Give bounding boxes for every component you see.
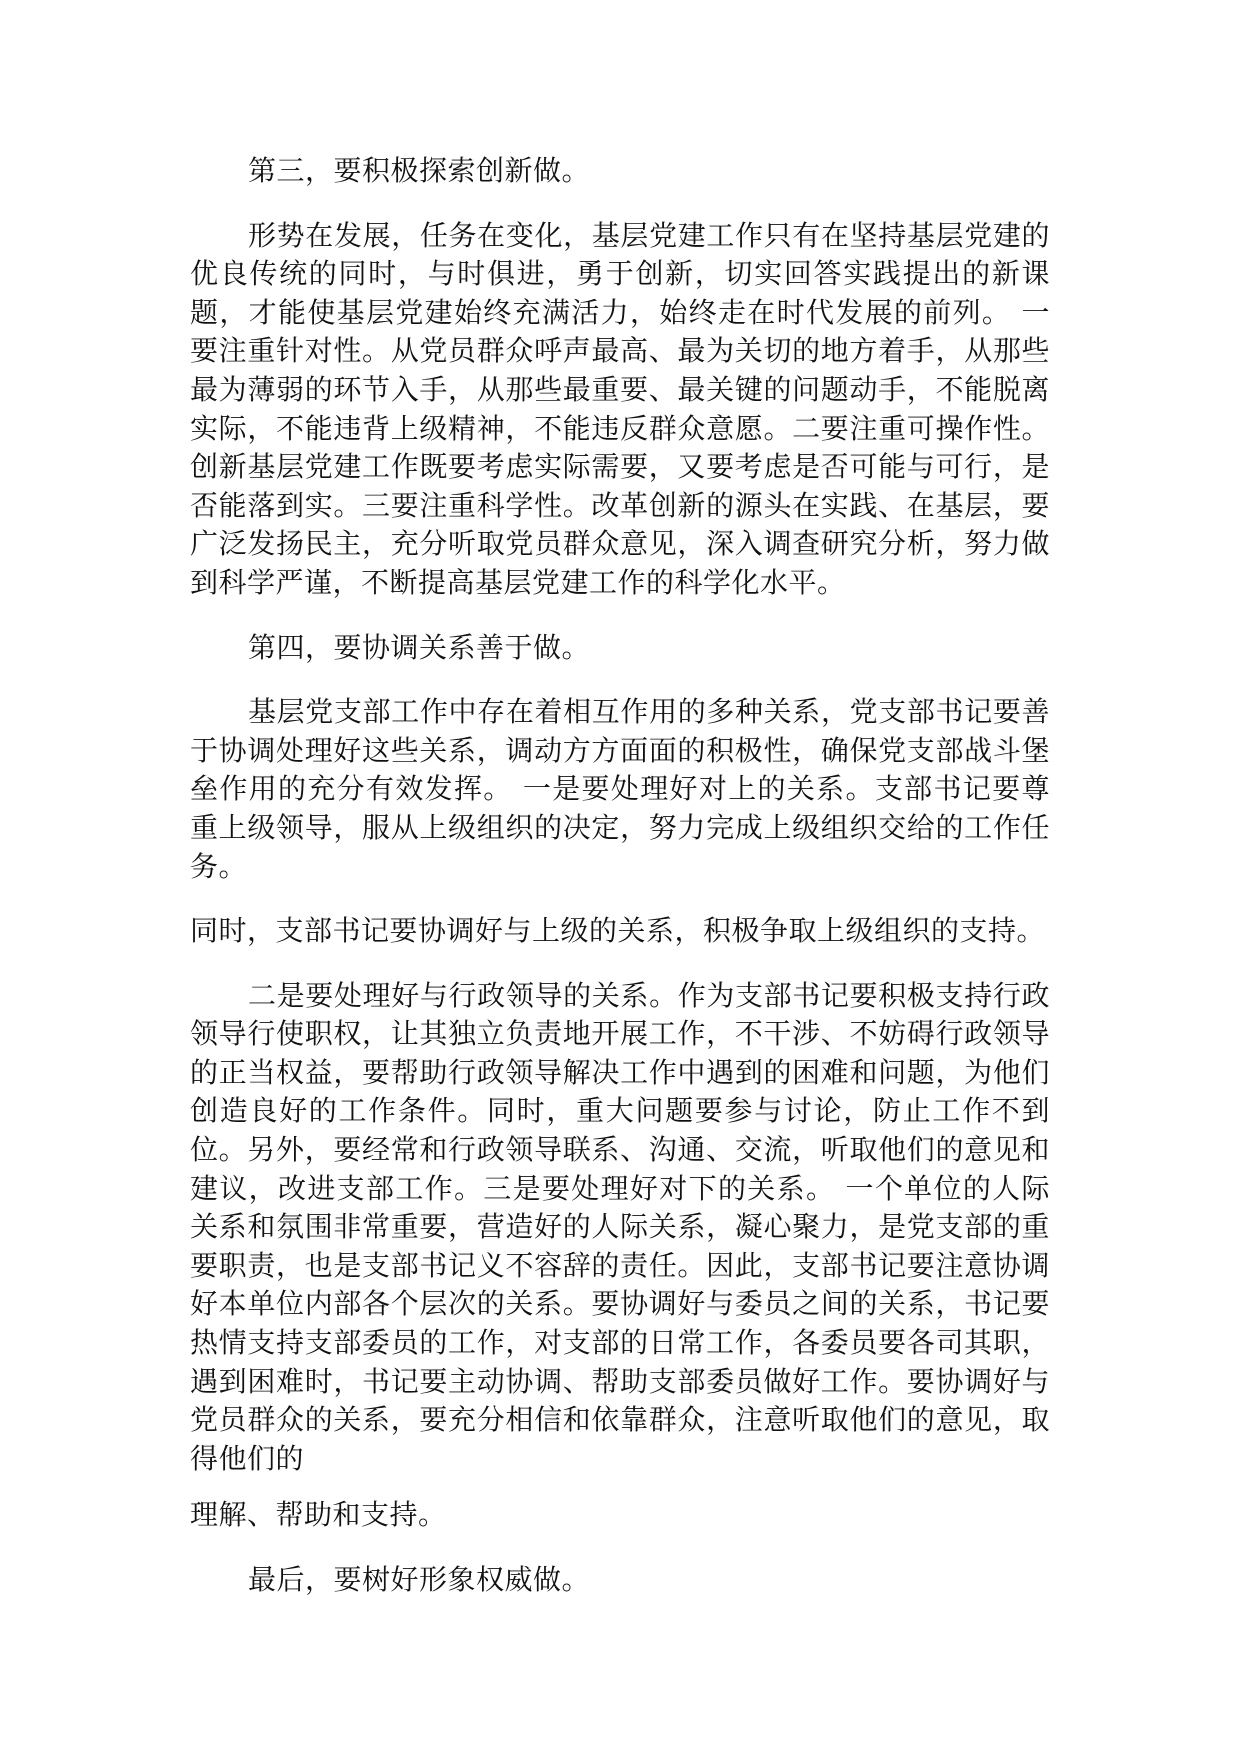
section-heading-third: 第三，要积极探索创新做。 [248, 154, 591, 187]
section-heading-fourth: 第四，要协调关系善于做。 [248, 630, 591, 664]
paragraph-administrative-relations: 二是要处理好与行政领导的关系。作为支部书记要积极支持行政领导行使职权，让其独立负责地开展工作，不干涉、不妨碍行政领导的正当权益，要帮助行政领导解决工作中遇到的困难和问题，为他们创造良好的工作条件。同时，重大问题要参与讨论，防止工作不到位。另外，要经常和行政领导联系、沟通、交流，听取他们的意见和建议，改进支部工作。三是要处理好对下的关系。 一个单位的人际关系和氛围非常重要，营造好的人际关系，凝心聚力，是党支部的重要职责，也是支部书记义不容辞的责任。因此，支部书记要注意协调好本单位内部各个层次的关系。要协调好与委员之间的关系，书记要热情支持支部委员的工作，对支部的日常工作，各委员要各司其职，遇到困难时，书记要主动协调、帮助支部委员做好工作。要协调好与党员群众的关系，要充分相信和依靠群众，注意听取他们的意见，取得他们的 [190, 978, 1050, 1475]
section-heading-last: 最后，要树好形象权威做。 [248, 1563, 591, 1596]
paragraph-innovation: 形势在发展，任务在变化，基层党建工作只有在坚持基层党建的优良传统的同时，与时俱进，勇于创新，切实回答实践提出的新课题，才能使基层党建始终充满活力，始终走在时代发展的前列。 一要注重针对性。从党员群众呼声最高、最为关切的地方着手，从那些最为薄弱的环节入手，从那些最重要、最关键的问题动手，不能脱离实际，不能违背上级精神，不能违反群众意愿。二要注重可操作性。创新基层党建工作既要考虑实际需要，又要考虑是否可能与可行，是否能落到实。三要注重科学性。改革创新的源头在实践、在基层，要广泛发扬民主，充分听取党员群众意见，深入调查研究分析，努力做到科学严谨，不断提高基层党建工作的科学化水平。 [190, 218, 1050, 599]
document-body [190, 152, 1050, 1626]
paragraph-superior-support: 同时，支部书记要协调好与上级的关系，积极争取上级组织的支持。 [190, 914, 1046, 948]
paragraph-continuation: 理解、帮助和支持。 [190, 1498, 447, 1532]
paragraph-relations: 基层党支部工作中存在着相互作用的多种关系，党支部书记要善于协调处理好这些关系，调动方方面面的积极性，确保党支部战斗堡垒作用的充分有效发挥。 一是要处理好对上的关系。支部书记要尊重上级领导，服从上级组织的决定，努力完成上级组织交给的工作任务。 [190, 695, 1050, 883]
